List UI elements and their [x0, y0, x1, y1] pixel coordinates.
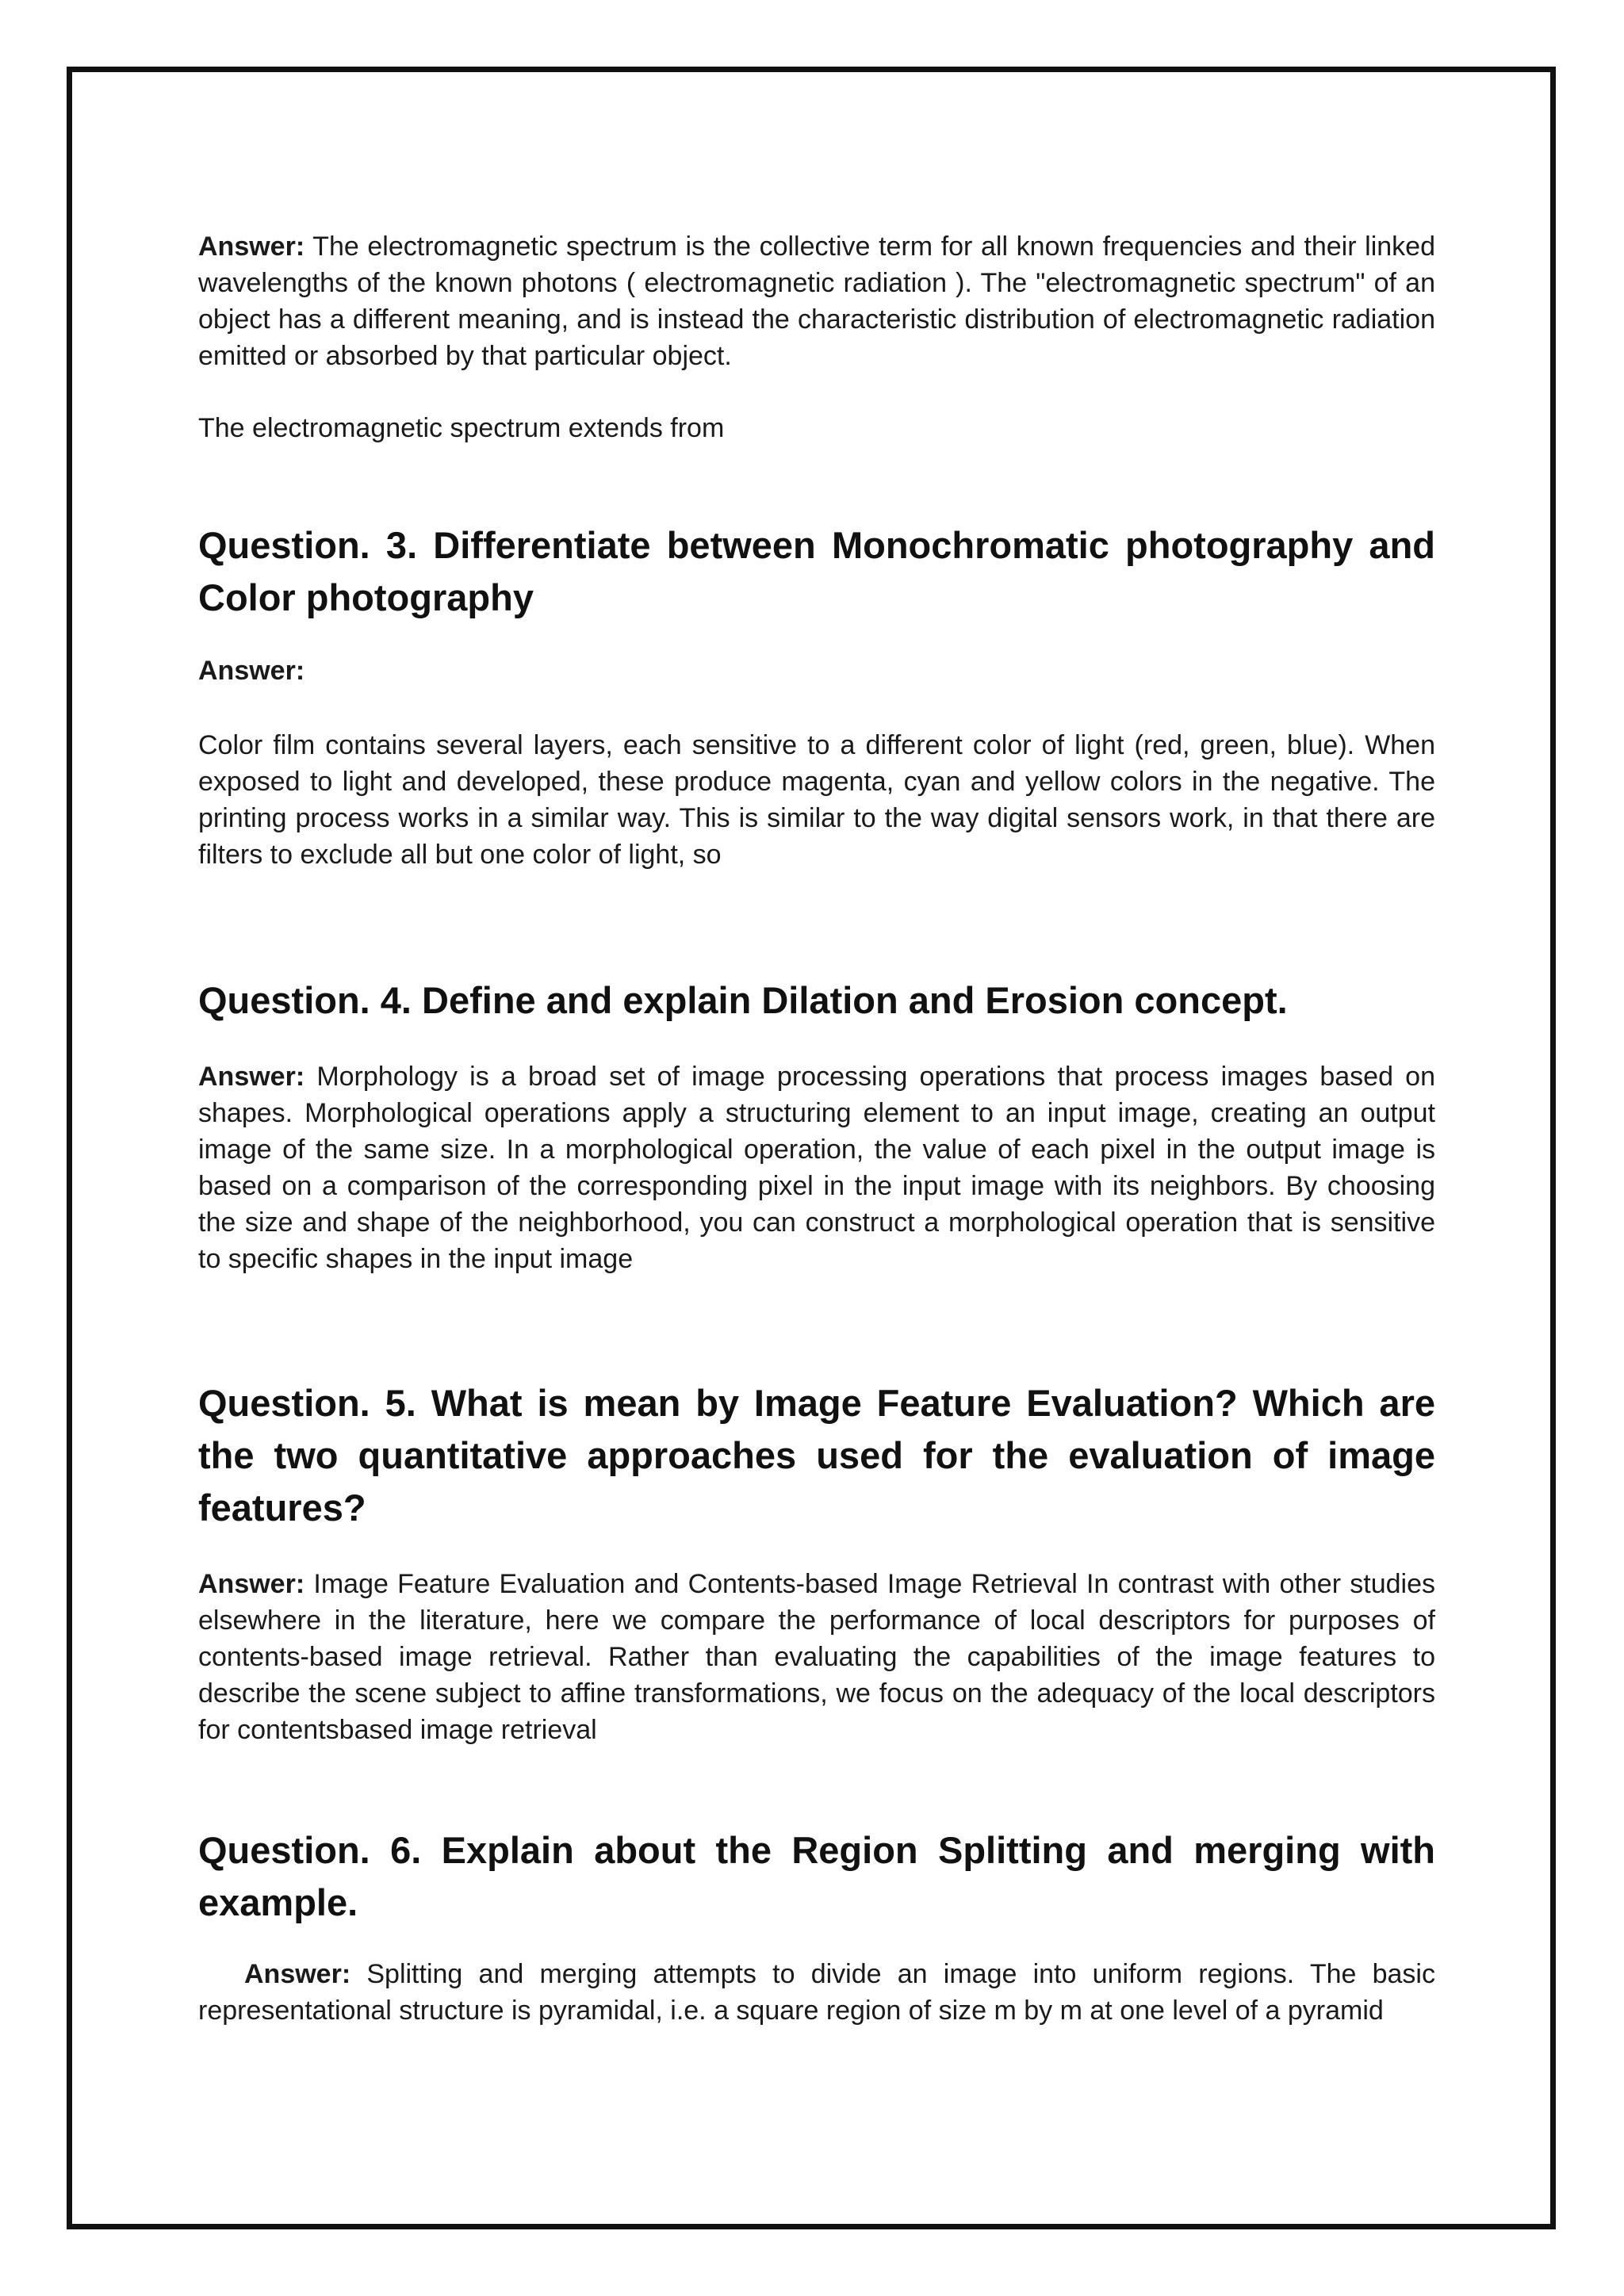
answer-text: The electromagnetic spectrum is the collective term for all known frequencies and their linked wavelengths of the known photons ( electromagnetic radiation ). The "electromagnetic spectrum" of an object has a different meaning, and is instead the characteristic distribution of electromagnetic radiation emitted or absorbed by that particular object. — [198, 232, 1435, 371]
question-4-answer — [198, 1058, 1435, 1277]
answer-text: Splitting and merging attempts to divide an image into uniform regions. The basic representational structure is pyramidal, i.e. a square region of size m by m at one level of a pyramid — [198, 1959, 1435, 2026]
answer-label: Answer: — [198, 656, 305, 686]
question-3-answer-label — [198, 652, 1435, 689]
question-5-heading: Question. 5. What is mean by Image Feature Evaluation? Which are the two quantitative approaches used for the evaluation of image features? — [198, 1382, 1435, 1529]
answer-label: Answer: — [198, 232, 305, 262]
answer-text: Image Feature Evaluation and Contents-based Image Retrieval In contrast with other studies elsewhere in the literature, here we compare the performance of local descriptors for purposes of contents-based image retrieval. Rather than evaluating the capabilities of the image features to describe the scene subject to affine transformations, we focus on the adequacy of the local descriptors for contentsbased image retrieval — [198, 1569, 1435, 1745]
question-5-answer — [198, 1566, 1435, 1748]
answer-text: Morphology is a broad set of image processing operations that process images based on shapes. Morphological operations apply a structuring element to an input image, creating an output image of the same size. In a morphological operation, the value of each pixel in the output image is based on a comparison of the corresponding pixel in the input image with its neighbors. By choosing the size and shape of the neighborhood, you can construct a morphological operation that is sensitive to specific shapes in the input image — [198, 1062, 1435, 1274]
question-6-heading: Question. 6. Explain about the Region Splitting and merging with example. — [198, 1829, 1435, 1923]
answer-2-paragraph — [198, 228, 1435, 374]
question-3-heading: Question. 3. Differentiate between Monochromatic photography and Color photography — [198, 524, 1435, 618]
question-4-heading: Question. 4. Define and explain Dilation and Erosion concept. — [198, 979, 1288, 1021]
question-3-answer-text: Color film contains several layers, each sensitive to a different color of light (red, green, blue). When exposed to light and developed, these produce magenta, cyan and yellow colors in the negative. The printing process works in a similar way. This is similar to the way digital sensors work, in that there are filters to exclude all but one color of light, so — [198, 730, 1435, 870]
answer-label: Answer: — [244, 1959, 351, 1989]
question-6-answer — [198, 1956, 1435, 2029]
answer-label: Answer: — [198, 1569, 305, 1599]
answer-2-followup: The electromagnetic spectrum extends from — [198, 413, 725, 443]
answer-label: Answer: — [198, 1062, 305, 1092]
document-body — [198, 228, 1435, 2029]
